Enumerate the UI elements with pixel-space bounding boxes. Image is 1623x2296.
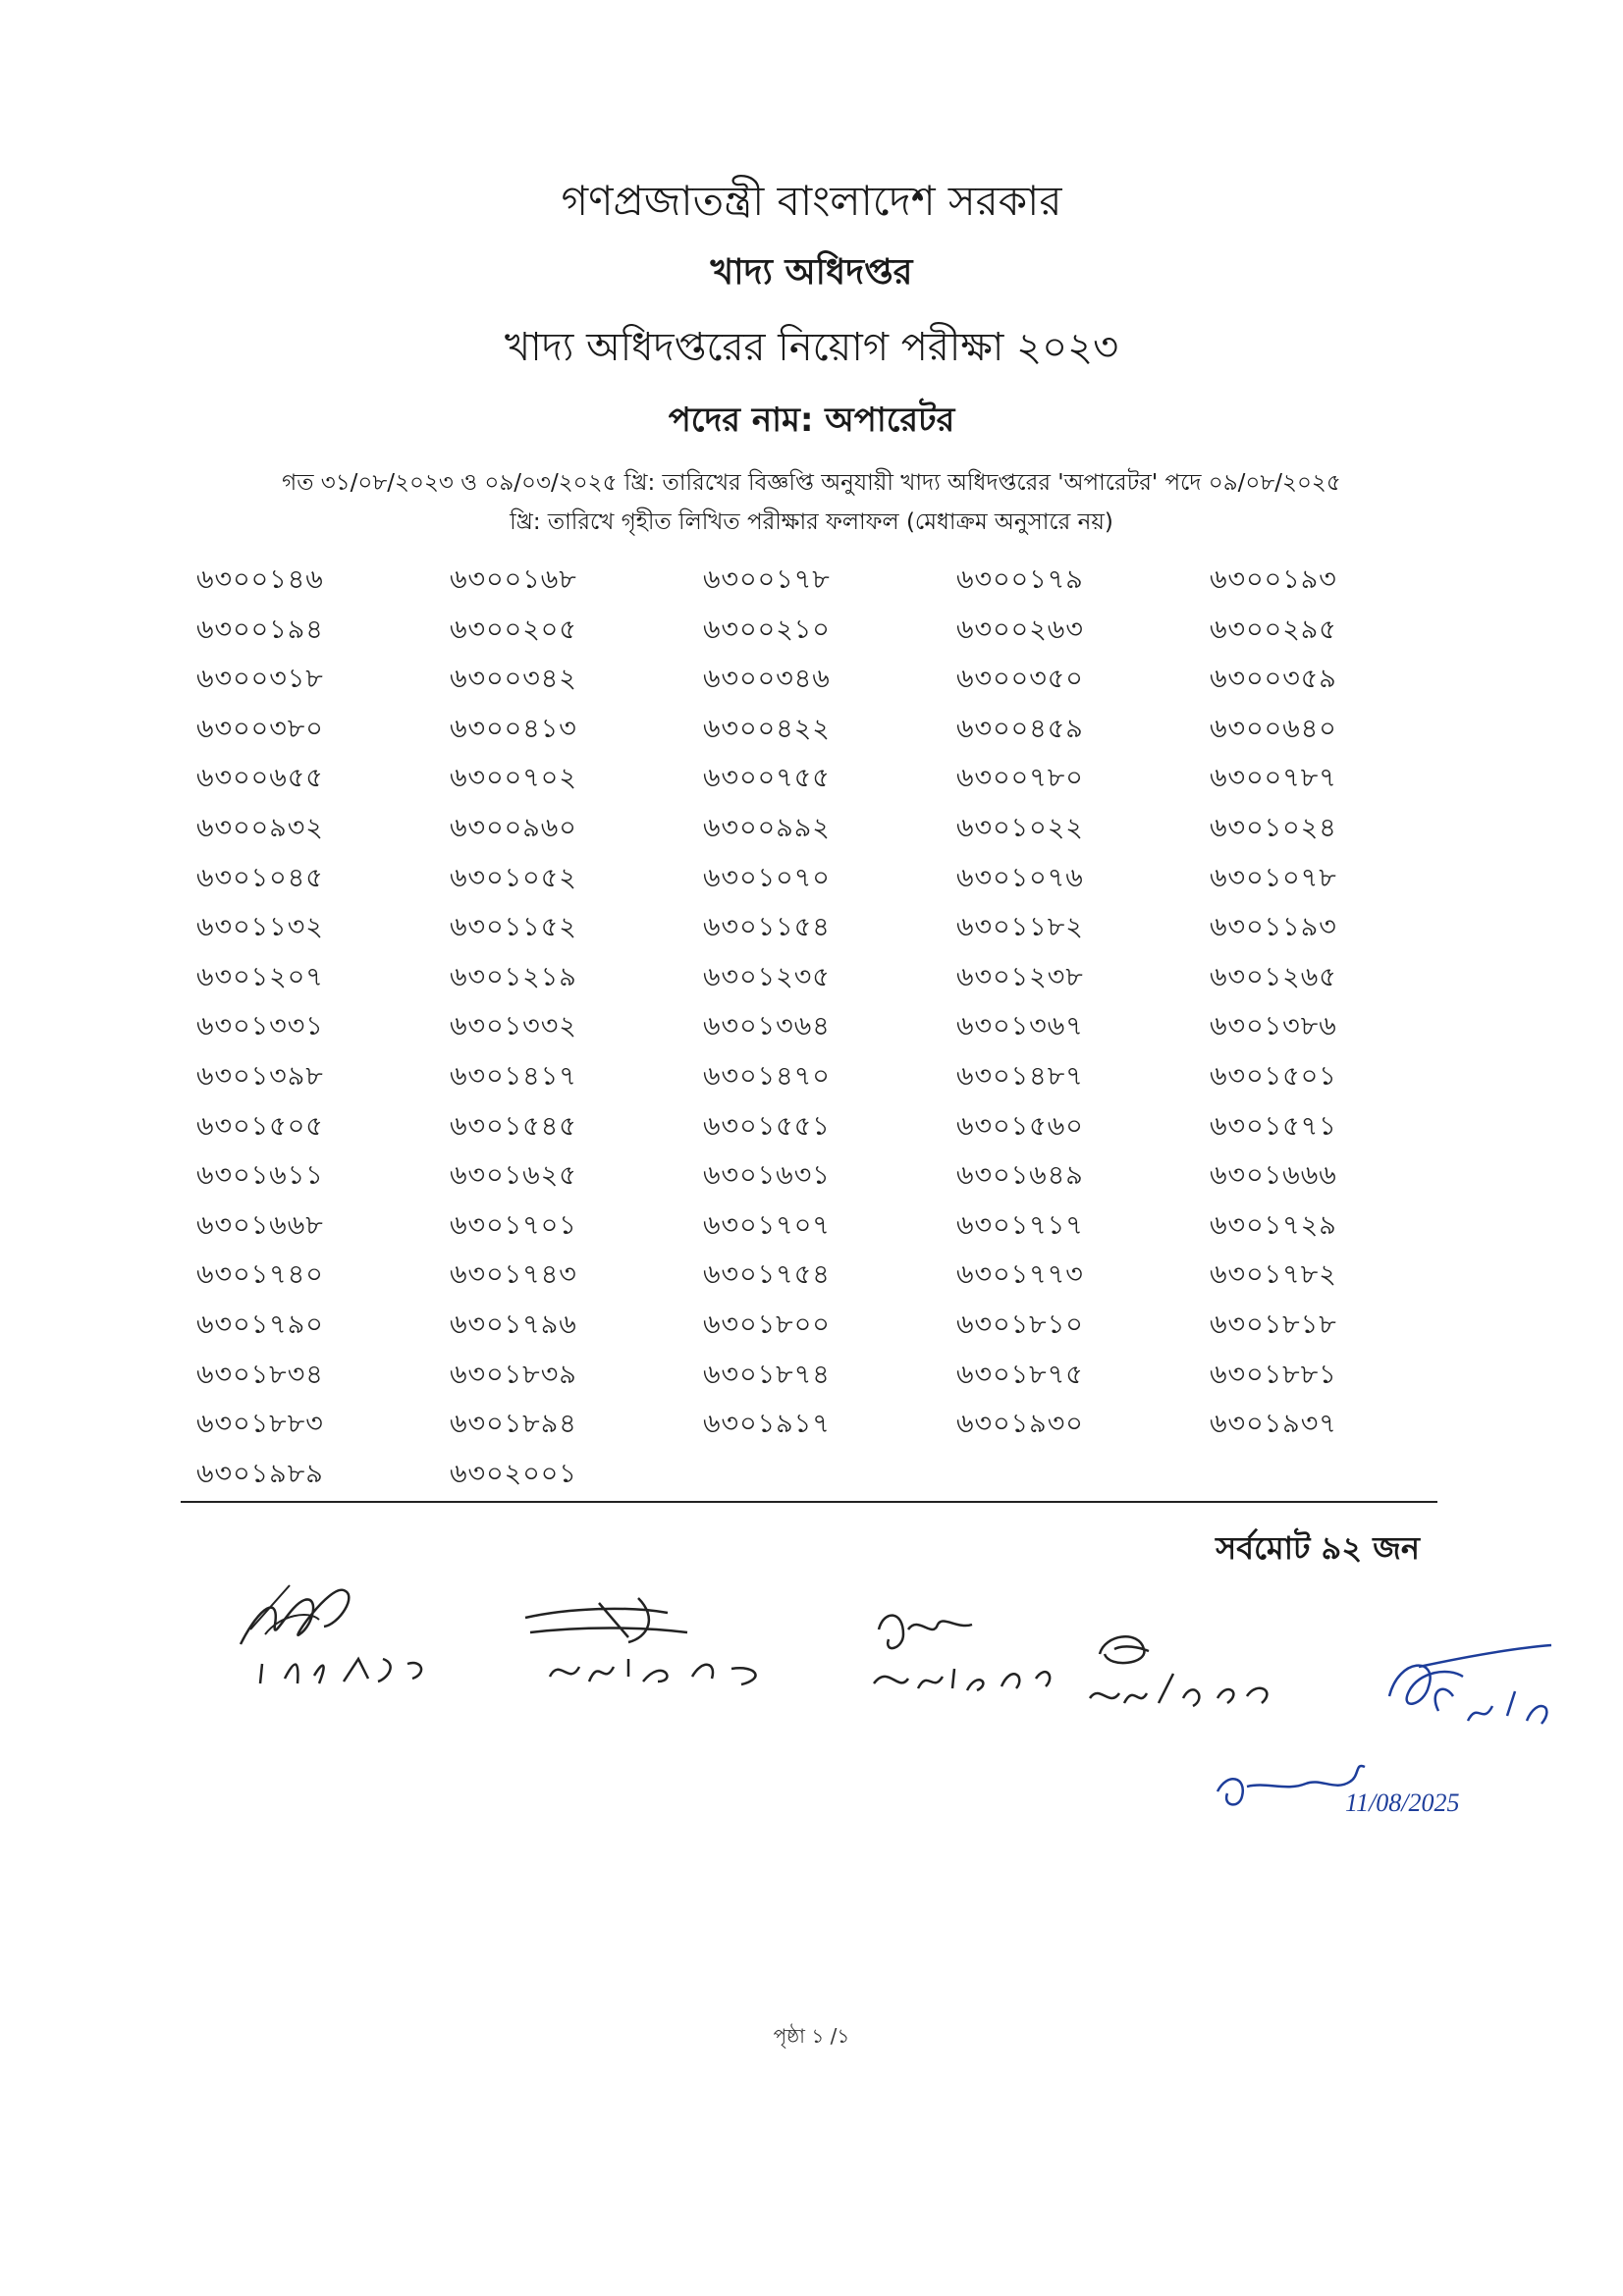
roll-number-cell: ৬৩০০২৬৩ xyxy=(956,614,1084,645)
roll-number-cell: ৬৩০১৫৪৫ xyxy=(450,1110,577,1142)
roll-number-cell: ৬৩০০৭৮৭ xyxy=(1210,763,1337,794)
roll-number-cell: ৬৩০১৫৭১ xyxy=(1210,1110,1337,1142)
roll-number-cell: ৬৩০১১৮২ xyxy=(956,912,1084,943)
roll-number-cell: ৬৩০১৮৭৫ xyxy=(956,1359,1084,1390)
roll-number-cell: ৬৩০১৬৪৯ xyxy=(956,1160,1084,1192)
roll-number-cell: ৬৩০১৮০০ xyxy=(703,1308,831,1340)
roll-number-cell: ৬৩০১৮৮৩ xyxy=(196,1409,324,1440)
notice-line-2: খ্রি: তারিখে গৃহীত লিখিত পরীক্ষার ফলাফল (মেধাক্রম অনুসারে নয়) xyxy=(510,509,1113,535)
roll-number-cell: ৬৩০০৯৯২ xyxy=(703,812,831,843)
roll-number-cell: ৬৩০১৭০৭ xyxy=(703,1209,831,1241)
roll-number-cell: ৬৩০১৬৩১ xyxy=(703,1160,831,1192)
total-count: সর্বমোট ৯২ জন xyxy=(1216,1529,1420,1567)
roll-number-cell: ৬৩০১৬১১ xyxy=(196,1160,324,1192)
signature-2 xyxy=(511,1588,785,1696)
government-title: গণপ্রজাতন্ত্রী বাংলাদেশ সরকার xyxy=(561,177,1062,225)
roll-number-cell: ৬৩০১৮৯৪ xyxy=(450,1409,577,1440)
roll-number-cell: ৬৩০১৯৩০ xyxy=(956,1409,1084,1440)
roll-number-cell: ৬৩০০৩৪২ xyxy=(450,664,577,695)
roll-number-cell: ৬৩০০৪৫৯ xyxy=(956,713,1084,744)
roll-number-cell: ৬৩০০৩১৮ xyxy=(196,664,324,695)
department-title: খাদ্য অধিদপ্তর xyxy=(710,252,913,293)
roll-number-cell: ৬৩০১৬৬৮ xyxy=(196,1209,324,1241)
roll-number-cell: ৬৩০১০৭০ xyxy=(703,862,831,893)
divider-line xyxy=(181,1501,1437,1503)
roll-number-cell: ৬৩০১১৩২ xyxy=(196,912,324,943)
roll-number-cell: ৬৩০১৮৭৪ xyxy=(703,1359,831,1390)
roll-number-cell: ৬৩০১৭৮২ xyxy=(1210,1259,1337,1291)
signature-4 xyxy=(1080,1620,1286,1718)
roll-number-cell: ৬৩০১০২২ xyxy=(956,812,1084,843)
roll-number-cell: ৬৩০০৯৩২ xyxy=(196,812,324,843)
roll-number-cell: ৬৩০১১৫৪ xyxy=(703,912,831,943)
roll-number-cell: ৬৩০০৪২২ xyxy=(703,713,831,744)
signature-6 xyxy=(1208,1752,1502,1826)
result-notice xyxy=(0,463,1623,542)
roll-number-cell: ৬৩০১৯৮৯ xyxy=(196,1458,324,1489)
roll-number-cell: ৬৩০১৬৬৬ xyxy=(1210,1160,1337,1192)
roll-number-cell: ৬৩০১২৬৫ xyxy=(1210,961,1337,992)
roll-number-cell: ৬৩০১৭২৯ xyxy=(1210,1209,1337,1241)
roll-number-cell: ৬৩০২০০১ xyxy=(450,1458,577,1489)
roll-number-cell: ৬৩০১৭৫৪ xyxy=(703,1259,831,1291)
roll-number-cell: ৬৩০১৫৫১ xyxy=(703,1110,831,1142)
roll-number-cell: ৬৩০১৫০১ xyxy=(1210,1060,1337,1092)
signature-6-date: 11/08/2025 xyxy=(1345,1789,1460,1817)
post-name: পদের নাম: অপারেটর xyxy=(668,400,955,440)
roll-number-cell: ৬৩০১০৭৮ xyxy=(1210,862,1337,893)
roll-number-cell: ৬৩০০১৪৬ xyxy=(196,564,324,595)
roll-number-cell: ৬৩০১৬২৫ xyxy=(450,1160,577,1192)
roll-number-cell: ৬৩০০২৯৫ xyxy=(1210,614,1337,645)
roll-number-cell: ৬৩০০১৭৮ xyxy=(703,564,831,595)
exam-title: খাদ্য অধিদপ্তরের নিয়োগ পরীক্ষা ২০২৩ xyxy=(504,325,1119,370)
roll-number-cell: ৬৩০১৭৯০ xyxy=(196,1308,324,1340)
roll-number-cell: ৬৩০১৩৮৬ xyxy=(1210,1011,1337,1042)
roll-number-cell: ৬৩০০৬৫৫ xyxy=(196,763,324,794)
roll-number-cell: ৬৩০০৭৫৫ xyxy=(703,763,831,794)
roll-number-cell: ৬৩০১২৩৮ xyxy=(956,961,1084,992)
roll-number-cell: ৬৩০১৯৩৭ xyxy=(1210,1409,1337,1440)
roll-number-cell: ৬৩০১৭১৭ xyxy=(956,1209,1084,1241)
roll-number-cell: ৬৩০১০২৪ xyxy=(1210,812,1337,843)
roll-number-cell: ৬৩০০১৯৪ xyxy=(196,614,324,645)
roll-number-cell: ৬৩০১১৯৩ xyxy=(1210,912,1337,943)
roll-number-cell: ৬৩০০১৯৩ xyxy=(1210,564,1337,595)
roll-number-cell: ৬৩০০১৭৯ xyxy=(956,564,1084,595)
roll-number-cell: ৬৩০১৪১৭ xyxy=(450,1060,577,1092)
roll-number-cell: ৬৩০০৩৫৯ xyxy=(1210,664,1337,695)
roll-number-cell: ৬৩০১৯১৭ xyxy=(703,1409,831,1440)
roll-number-cell: ৬৩০১২০৭ xyxy=(196,961,324,992)
roll-number-cell: ৬৩০১০৭৬ xyxy=(956,862,1084,893)
roll-number-cell: ৬৩০১২১৯ xyxy=(450,961,577,992)
roll-number-cell: ৬৩০১৭৪৩ xyxy=(450,1259,577,1291)
roll-number-cell: ৬৩০০৭০২ xyxy=(450,763,577,794)
roll-number-grid xyxy=(181,560,1447,1503)
roll-number-cell: ৬৩০০৩৪৬ xyxy=(703,664,831,695)
roll-number-cell: ৬৩০১৭৪০ xyxy=(196,1259,324,1291)
roll-number-cell: ৬৩০১৩৬৪ xyxy=(703,1011,831,1042)
roll-number-cell: ৬৩০০৩৮০ xyxy=(196,713,324,744)
roll-number-cell: ৬৩০১৮১০ xyxy=(956,1308,1084,1340)
roll-number-cell: ৬৩০০৯৬০ xyxy=(450,812,577,843)
roll-number-cell: ৬৩০০৭৮০ xyxy=(956,763,1084,794)
signature-5 xyxy=(1370,1637,1566,1745)
roll-number-cell: ৬৩০০১৬৮ xyxy=(450,564,577,595)
roll-number-cell: ৬৩০০৬৪০ xyxy=(1210,713,1337,744)
signature-1-date: ১১/৮/২৫ xyxy=(260,1688,264,1689)
roll-number-cell: ৬৩০১৩৩২ xyxy=(450,1011,577,1042)
roll-number-cell: ৬৩০০৩৫০ xyxy=(956,664,1084,695)
roll-number-cell: ৬৩০১১৫২ xyxy=(450,912,577,943)
roll-number-cell: ৬৩০১৮৮১ xyxy=(1210,1359,1337,1390)
roll-number-cell: ৬৩০১৭০১ xyxy=(450,1209,577,1241)
page-number: পৃষ্ঠা ১ /১ xyxy=(773,2024,850,2048)
roll-number-cell: ৬৩০১৭৭৩ xyxy=(956,1259,1084,1291)
signature-3 xyxy=(864,1600,1060,1708)
roll-number-cell: ৬৩০১০৫২ xyxy=(450,862,577,893)
roll-number-cell: ৬৩০১৮৩৪ xyxy=(196,1359,324,1390)
roll-number-cell: ৬৩০১৫৬০ xyxy=(956,1110,1084,1142)
signature-1 xyxy=(221,1566,457,1693)
roll-number-cell: ৬৩০১৩৬৭ xyxy=(956,1011,1084,1042)
roll-number-cell: ৬৩০১০৪৫ xyxy=(196,862,324,893)
roll-number-cell: ৬৩০১৩৯৮ xyxy=(196,1060,324,1092)
roll-number-cell: ৬৩০১৪৭০ xyxy=(703,1060,831,1092)
roll-number-cell: ৬৩০১৭৯৬ xyxy=(450,1308,577,1340)
notice-line-1: গত ৩১/০৮/২০২৩ ও ০৯/০৩/২০২৫ খ্রি: তারিখের বিজ্ঞপ্তি অনুযায়ী খাদ্য অধিদপ্তরের 'অপারেটর' পদে ০৯/০৮/২০২৫ xyxy=(282,470,1341,496)
roll-number-cell: ৬৩০০২০৫ xyxy=(450,614,577,645)
roll-number-cell: ৬৩০০৪১৩ xyxy=(450,713,577,744)
roll-number-cell: ৬৩০১৪৮৭ xyxy=(956,1060,1084,1092)
roll-number-cell: ৬৩০১৫০৫ xyxy=(196,1110,324,1142)
roll-number-cell: ৬৩০১৮৩৯ xyxy=(450,1359,577,1390)
roll-number-cell: ৬৩০১৩৩১ xyxy=(196,1011,324,1042)
roll-number-cell: ৬৩০১২৩৫ xyxy=(703,961,831,992)
roll-number-cell: ৬৩০১৮১৮ xyxy=(1210,1308,1337,1340)
roll-number-cell: ৬৩০০২১০ xyxy=(703,614,831,645)
